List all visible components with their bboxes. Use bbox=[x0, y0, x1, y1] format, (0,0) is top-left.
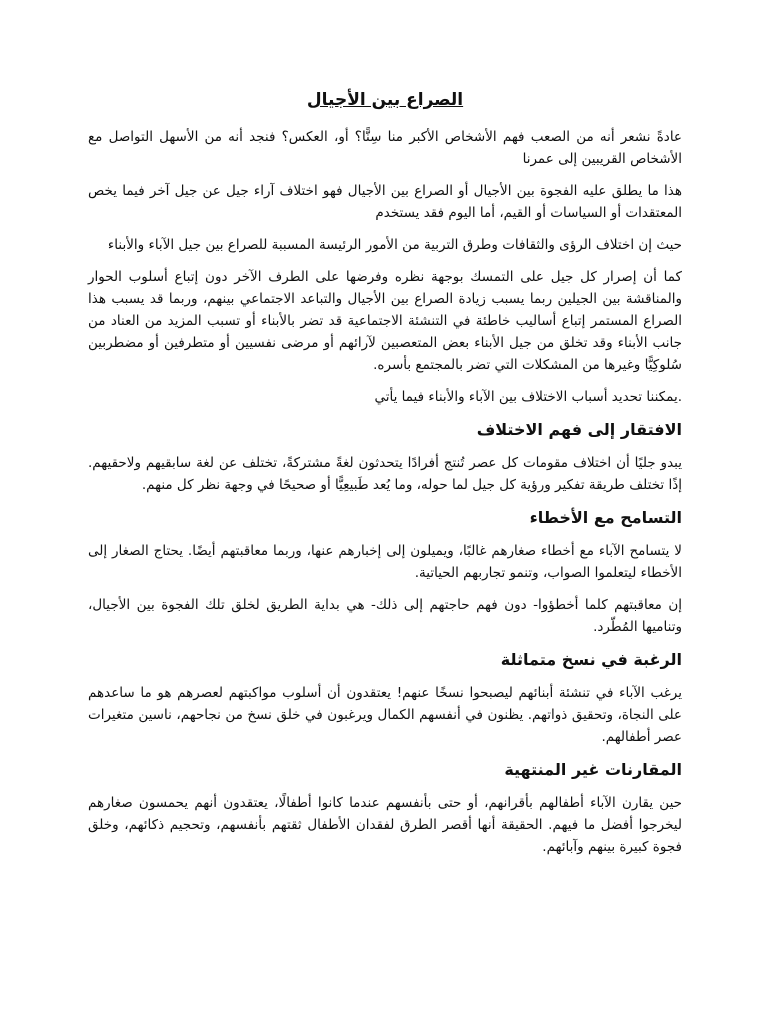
document-page bbox=[88, 88, 682, 868]
section-tolerance bbox=[88, 506, 682, 638]
section-heading: التسامح مع الأخطاء bbox=[529, 508, 682, 527]
section-paragraph: لا يتسامح الآباء مع أخطاء صغارهم غالبًا، ويميلون إلى إخبارهم عنها، وربما معاقبتهم أيضًا. يحتاج الصغار إلى الأخطاء ليتعلموا الصواب، وتنمو تجاربهم الحياتية. bbox=[88, 543, 682, 581]
document-title: الصراع بين الأجيال bbox=[306, 90, 464, 110]
intro-paragraph-2: هذا ما يطلق عليه الفجوة بين الأجيال أو الصراع بين الأجيال فهو اختلاف آراء جيل عن جيل آخر فيما يخص المعتقدات أو السياسات أو القيم، أما اليوم فقد يستخدم bbox=[88, 183, 682, 221]
section-paragraph: يرغب الآباء في تنشئة أبنائهم ليصبحوا نسخًا عنهم! يعتقدون أن أسلوب مواكبتهم لعصرهم هو ما ساعدهم على النجاة، وتحقيق ذواتهم. يظنون في أنفسهم الكمال ويرغبون في خلق نسخ من نجاحهم، ناسين متغيرات عصر أطفالهم. bbox=[88, 685, 682, 745]
section-identical-copies bbox=[88, 648, 682, 748]
section-misunderstanding bbox=[88, 418, 682, 496]
section-paragraph: يبدو جليًا أن اختلاف مقومات كل عصر تُنتج أفرادًا يتحدثون لغةً مشتركةً، تختلف عن لغة سابقيهم ولاحقيهم. إذًا تختلف طريقة تفكير ورؤية كل جيل لما حوله، وما يُعد طَبيعِيًّا أو صحيحًا في وجهة نظر كل منهم. bbox=[88, 455, 682, 493]
section-heading: المقارنات غير المنتهية bbox=[504, 760, 682, 779]
intro-paragraph-3: حيث إن اختلاف الرؤى والثقافات وطرق التربية من الأمور الرئيسة المسببة للصراع بين جيل الآباء والأبناء bbox=[107, 237, 682, 253]
section-paragraph: حين يقارن الآباء أطفالهم بأقرانهم، أو حتى بأنفسهم عندما كانوا أطفالًا، يعتقدون أنهم يحمسون صغارهم ليخرجوا أفضل ما فيهم. الحقيقة أنها أقصر الطرق لفقدان الأطفال ثقتهم بأنفسهم، وتحجيم ذكائهم، وخلق فجوة كبيرة بينهم وآبائهم. bbox=[88, 795, 682, 855]
section-heading: الافتقار إلى فهم الاختلاف bbox=[476, 420, 682, 439]
section-heading: الرغبة في نسخ متماثلة bbox=[500, 650, 682, 669]
intro-paragraph-4: كما أن إصرار كل جيل على التمسك بوجهة نظره وفرضها على الطرف الآخر دون إتباع أسلوب الحوار والمناقشة بين الجيلين ربما يسبب زيادة الصراع بين الأجيال والتباعد الاجتماعي بينهم، وربما قد يسبب هذا الصراع المستمر إتباع أساليب خاطئة في التنشئة الاجتماعية قد تضر بالأبناء أو تسبب المزيد من العناد من جانب الأبناء وقد تخلق من جيل الأبناء بعض المتعصبين لآرائهم أو مرضى نفسيين أو متطرفين أو مضطربين سُلوكِيًّا وغيرها من المشكلات التي تضر بالمجتمع بأسره. bbox=[88, 269, 682, 373]
intro-paragraph-1: عادةً نشعر أنه من الصعب فهم الأشخاص الأكبر منا سِنًّا؟ أو، العكس؟ فنجد أنه من الأسهل التواصل مع الأشخاص القريبين إلى عمرنا bbox=[88, 129, 682, 167]
section-comparisons bbox=[88, 758, 682, 858]
section-paragraph: إن معاقبتهم كلما أخطؤوا- دون فهم حاجتهم إلى ذلك- هي بداية الطريق لخلق تلك الفجوة بين الأجيال، وتناميها المُطّرد. bbox=[88, 597, 682, 635]
intro-paragraph-5: .يمكننا تحديد أسباب الاختلاف بين الآباء والأبناء فيما يأتي bbox=[374, 389, 682, 405]
